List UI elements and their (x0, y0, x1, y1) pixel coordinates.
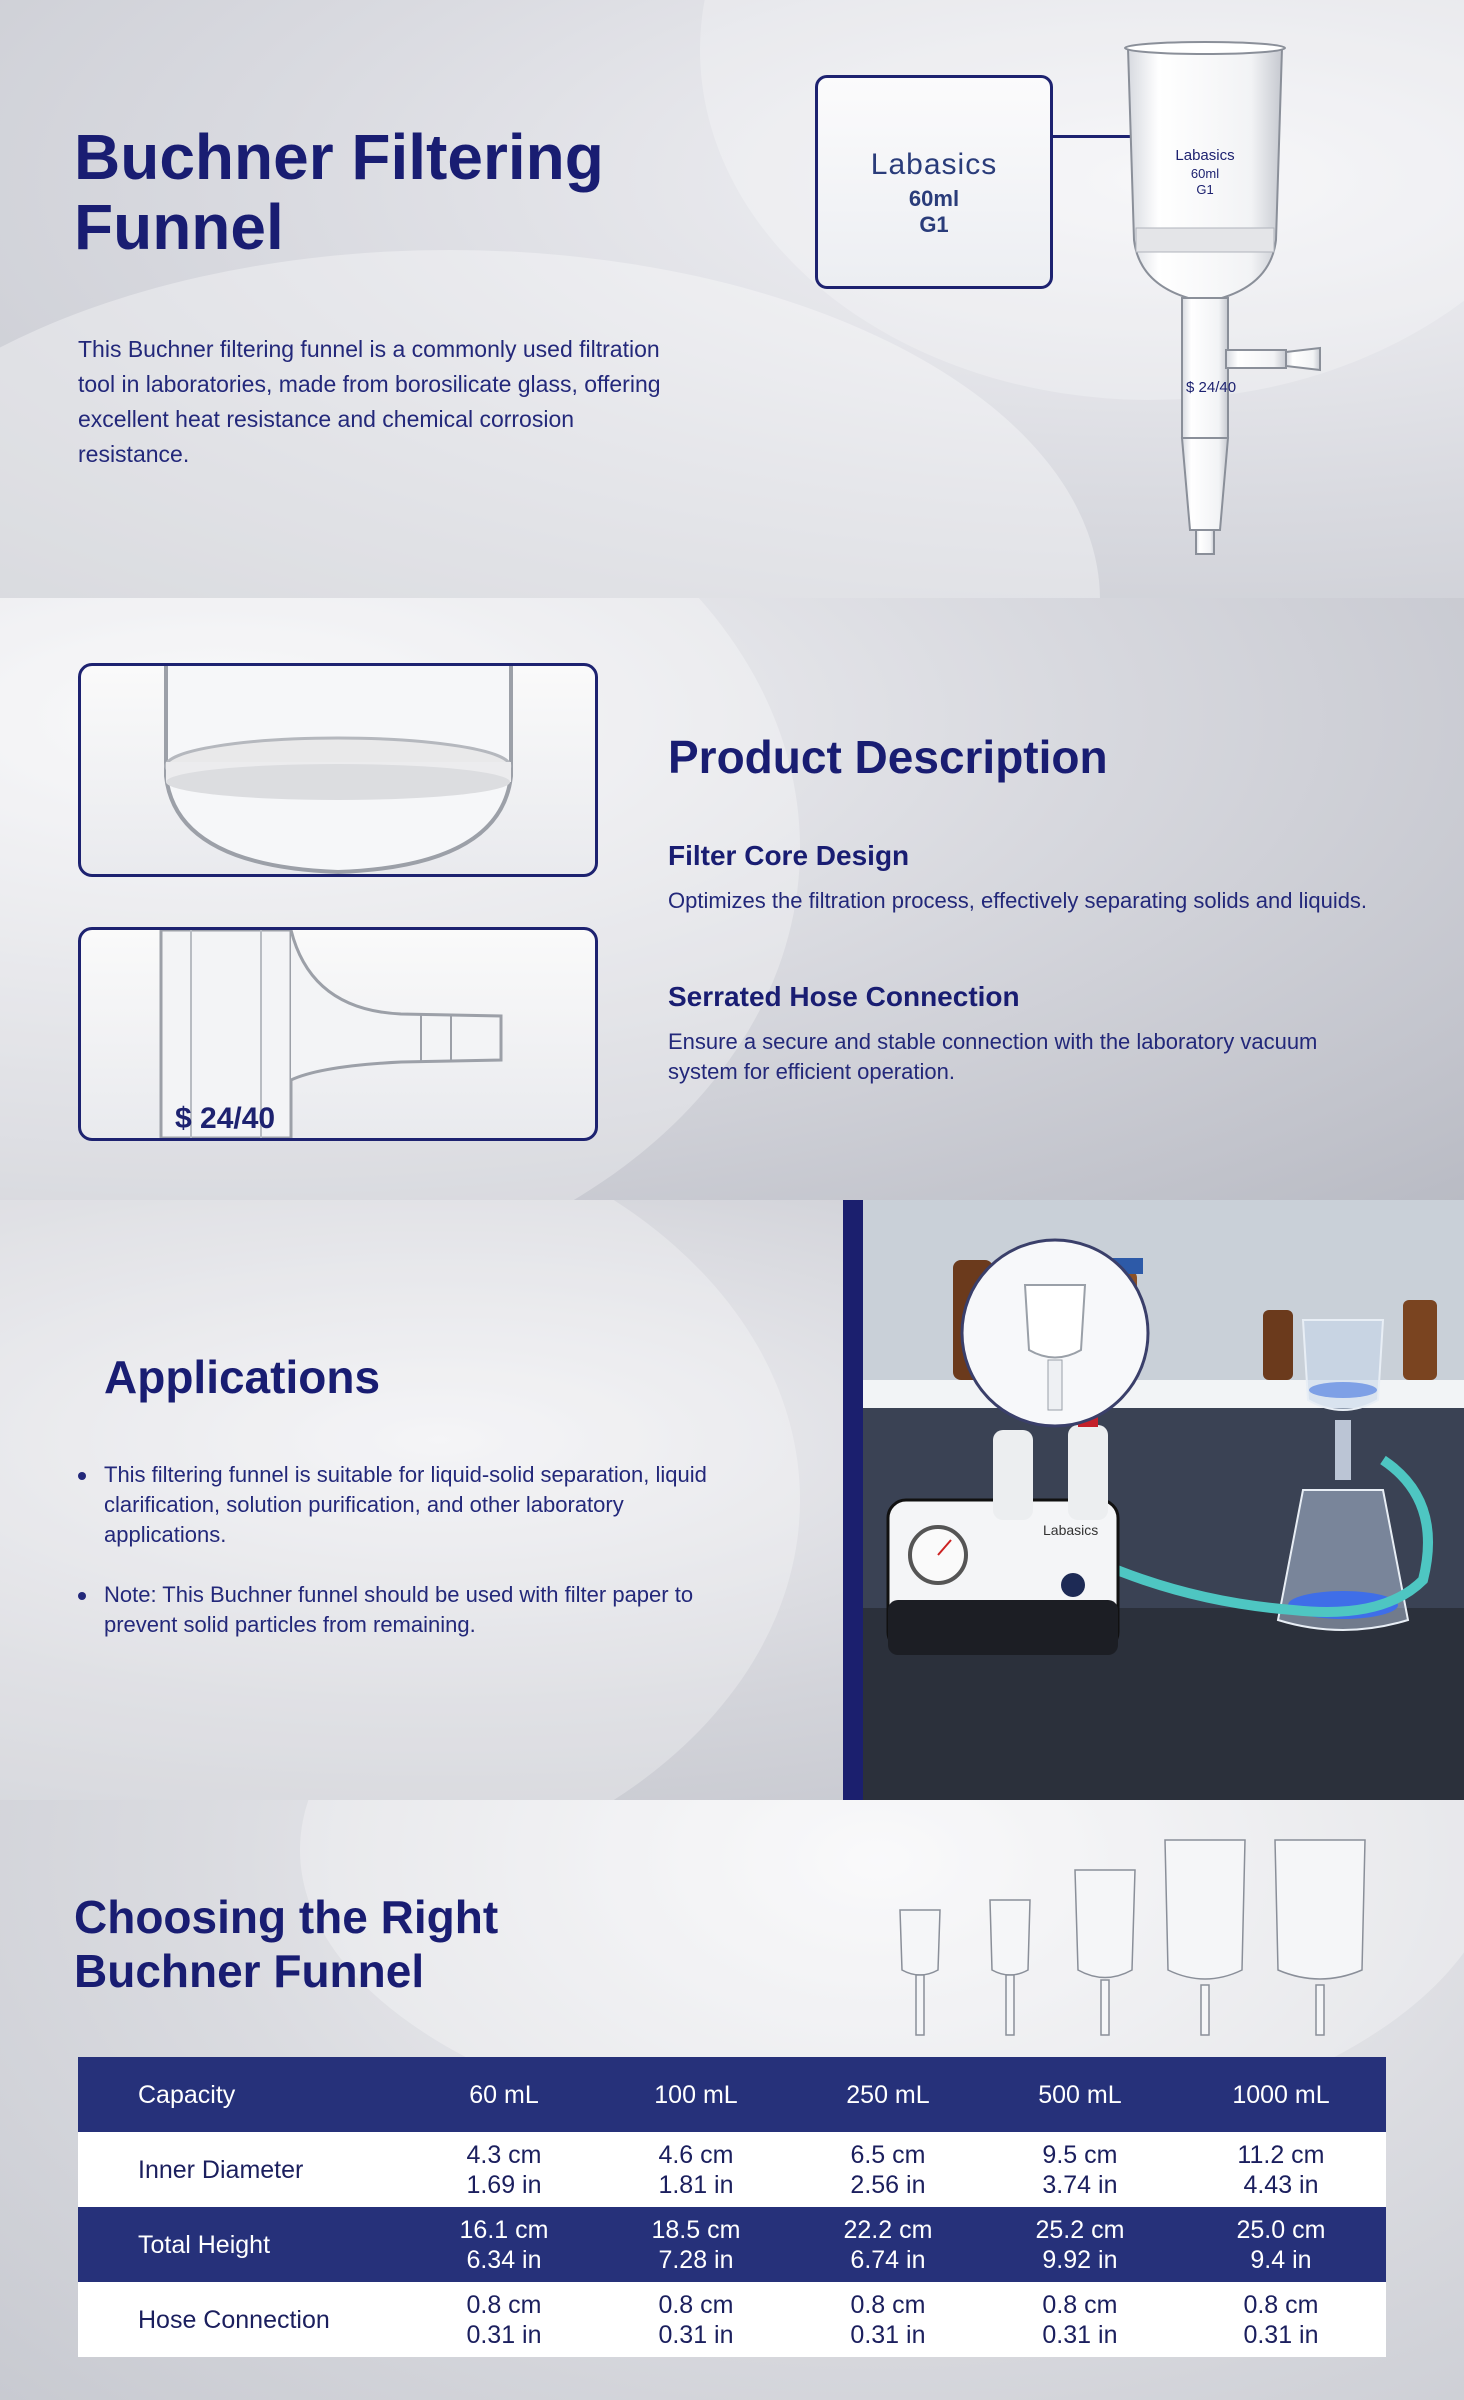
table-cell: 9.5 cm 3.74 in (984, 2132, 1176, 2207)
row-label: Total Height (78, 2207, 408, 2282)
table-cell: 25.0 cm 9.4 in (1176, 2207, 1386, 2282)
funnel-print-joint: $ 24/40 (1186, 379, 1237, 396)
specs-table (78, 2057, 1386, 2357)
table-cell: 0.8 cm 0.31 in (1176, 2282, 1386, 2357)
hose-connection-detail-image (78, 927, 598, 1141)
pump-brand: Labasics (1043, 1522, 1099, 1538)
list-item: Note: This Buchner funnel should be used with filter paper to prevent solid particles from remaining. (78, 1580, 748, 1640)
row-label: Inner Diameter (78, 2132, 408, 2207)
table-cell: 11.2 cm 4.43 in (1176, 2132, 1386, 2207)
table-row (78, 2207, 1386, 2282)
table-cell: 18.5 cm 7.28 in (600, 2207, 792, 2282)
table-header-cell: 60 mL (408, 2057, 600, 2132)
table-cell: 25.2 cm 9.92 in (984, 2207, 1176, 2282)
table-row (78, 2132, 1386, 2207)
funnel-size-lineup-image (890, 1820, 1410, 2040)
table-cell: 4.3 cm 1.69 in (408, 2132, 600, 2207)
applications-title: Applications (104, 1351, 381, 1403)
table-cell: 4.6 cm 1.81 in (600, 2132, 792, 2207)
joint-marking: $ 24/40 (175, 1102, 276, 1135)
table-cell: 22.2 cm 6.74 in (792, 2207, 984, 2282)
feature-title: Filter Core Design (668, 840, 910, 871)
label-grade: G1 (919, 212, 949, 237)
table-cell: 0.8 cm 0.31 in (408, 2282, 600, 2357)
lab-setup-photo (843, 1200, 1464, 1800)
feature-title: Serrated Hose Connection (668, 981, 1020, 1012)
table-cell: 6.5 cm 2.56 in (792, 2132, 984, 2207)
label-capacity: 60ml (908, 186, 960, 211)
label-brand: Labasics (870, 148, 998, 181)
intro-paragraph: This Buchner filtering funnel is a commonly used filtration tool in laboratories, made from borosilicate glass, offering excellent heat resistance and chemical corrosion resistance. (78, 336, 661, 467)
funnel-print-grade: G1 (1196, 182, 1214, 197)
applications-list (78, 1460, 748, 1670)
table-header-cell: 1000 mL (1176, 2057, 1386, 2132)
table-header-cell: 250 mL (792, 2057, 984, 2132)
funnel-print-brand: Labasics (1175, 147, 1235, 164)
table-header-cell: 100 mL (600, 2057, 792, 2132)
product-description-title: Product Description (668, 731, 1108, 783)
table-header-cell: 500 mL (984, 2057, 1176, 2132)
page-title: Buchner Filtering Funnel (74, 121, 604, 263)
table-cell: 16.1 cm 6.34 in (408, 2207, 600, 2282)
table-cell: 0.8 cm 0.31 in (600, 2282, 792, 2357)
table-row (78, 2282, 1386, 2357)
table-cell: 0.8 cm 0.31 in (792, 2282, 984, 2357)
filter-core-detail-image (78, 663, 598, 877)
choosing-title: Choosing the Right Buchner Funnel (74, 1891, 499, 1997)
feature-text: Optimizes the filtration process, effectively separating solids and liquids. (668, 888, 1368, 913)
funnel-print-capacity: 60ml (1190, 166, 1220, 181)
table-header-cell: Capacity (78, 2057, 408, 2132)
row-label: Hose Connection (78, 2282, 408, 2357)
label-zoom-callout (815, 75, 1053, 289)
table-header-row (78, 2057, 1386, 2132)
buchner-funnel-image (1110, 40, 1340, 560)
feature-text: Ensure a secure and stable connection with the laboratory vacuum system for efficient operation. (668, 1029, 1318, 1084)
list-item: This filtering funnel is suitable for liquid-solid separation, liquid clarification, solution purification, and other laboratory applications. (78, 1460, 748, 1550)
table-cell: 0.8 cm 0.31 in (984, 2282, 1176, 2357)
